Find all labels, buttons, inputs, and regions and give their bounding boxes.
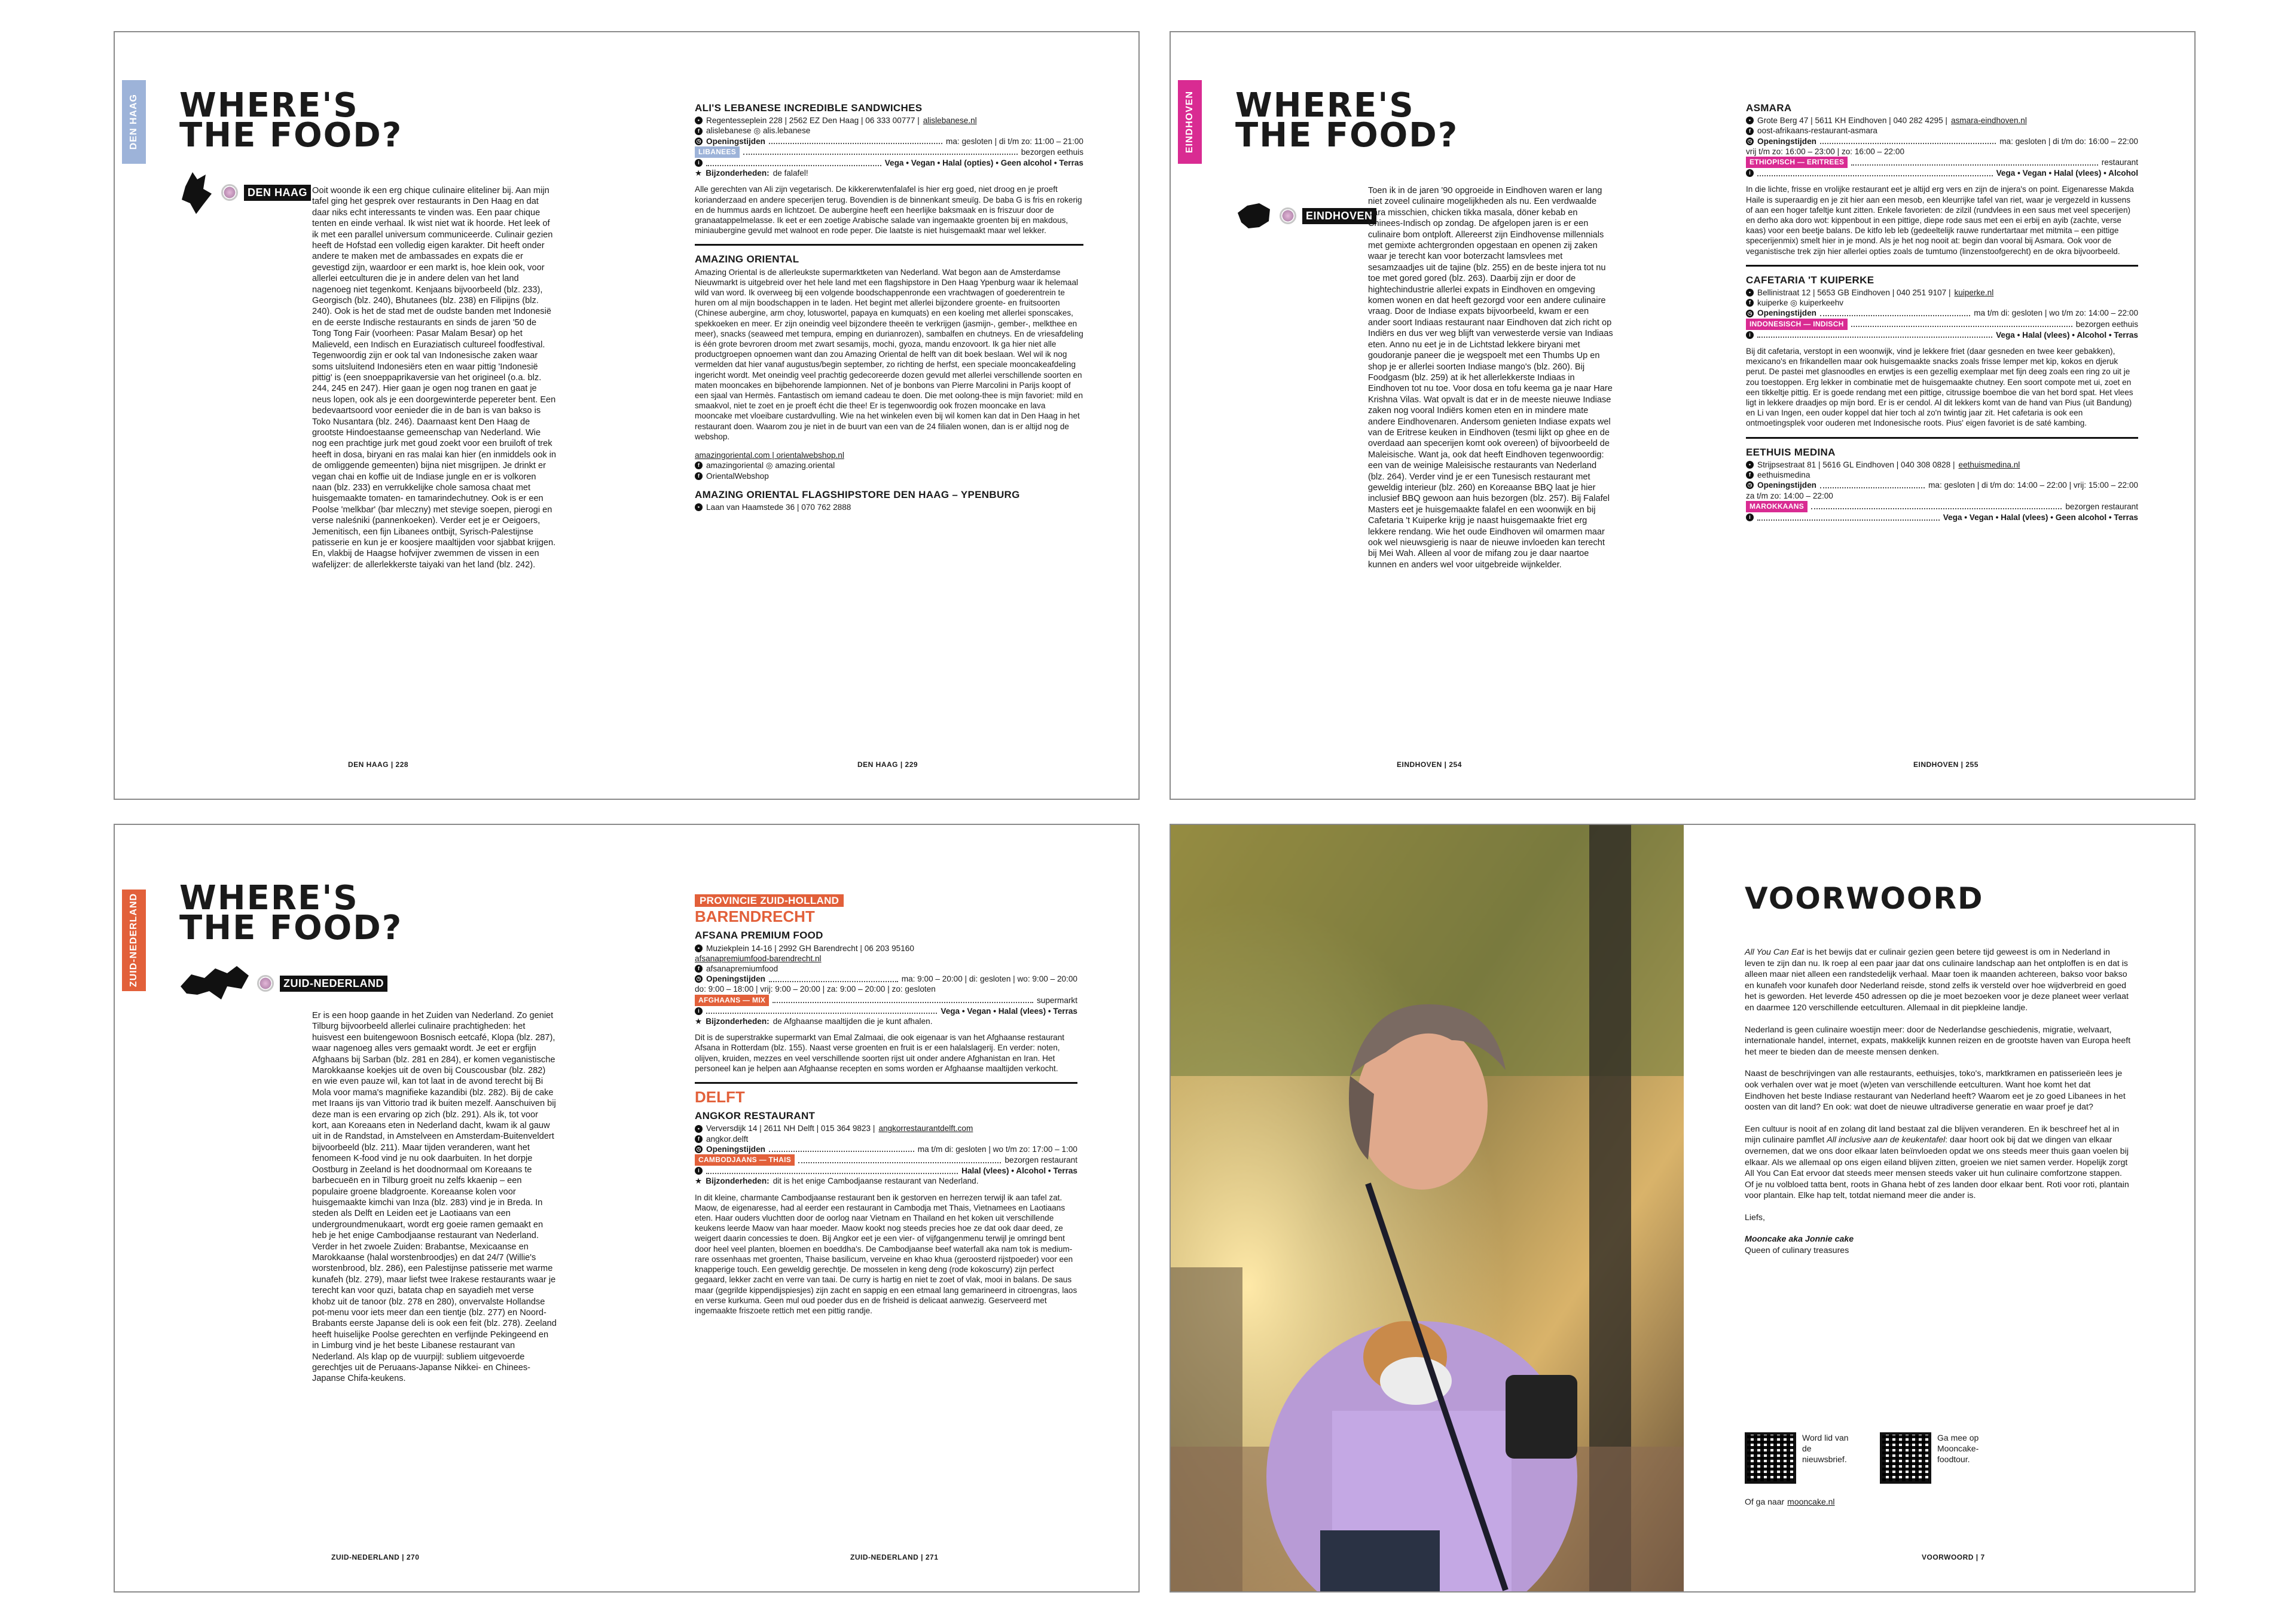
paragraph: : daar hoort ook bij dat we dingen van elkaar overnemen, dat we ons door elkaar laten beïnvloeden opdat we ons steeds meer thuis gaan voelen bij elkaar. Als we allemaal op ons eigen eiland blijven zitten, groeien we niet samen verder. Hopelijk zorgt All You Can Eat ervoor dat steeds meer mensen steeds vaker uit hun culinaire comfortzone stappen. Of je nu volbloed tatta bent, roots in Ghana hebt of zes landen door elkaar bent. Roti voor roti, plantain voor plantain. Elke hap telt, totdat niemand meer die ander is. bbox=[1745, 1135, 2129, 1201]
clock-icon: ◷ bbox=[695, 1145, 703, 1153]
footer-right: DEN HAAG | 229 bbox=[857, 760, 918, 769]
right-column bbox=[695, 103, 1083, 512]
book-title: All You Can Eat bbox=[1745, 947, 1805, 957]
social-handle: afsanapremiumfood bbox=[706, 964, 778, 974]
social-handle: oost-afrikaans-restaurant-asmara bbox=[1757, 126, 1877, 136]
special-value: de falafel! bbox=[773, 169, 808, 178]
address-row bbox=[695, 1123, 1077, 1133]
cuisine-tag: MAROKKAANS bbox=[1746, 501, 1808, 512]
type-row bbox=[1746, 501, 2138, 512]
spread-den-haag bbox=[114, 31, 1140, 800]
city-row bbox=[179, 962, 387, 1004]
diet-info: Vega • Vegan • Halal (vlees) • Alcohol bbox=[1996, 169, 2138, 178]
address-row bbox=[695, 502, 1083, 512]
spread-eindhoven bbox=[1170, 31, 2196, 800]
hours-row bbox=[1746, 136, 2138, 146]
hours-value: ma t/m di: gesloten | wo t/m zo: 14:00 – 22:00 bbox=[1974, 308, 2138, 318]
special-row bbox=[695, 168, 1083, 178]
special-label: Bijzonderheden: bbox=[706, 1176, 770, 1186]
hours-row bbox=[695, 1144, 1077, 1154]
restaurant-description: Amazing Oriental is de allerleukste supermarktketen van Nederland. Wat begon aan de Amsterdamse Nieuwmarkt is uitgebreid over het hele land met een flagshipstore in Den Haag Ypenburg waar ik helemaal wild van word. Ik overweeg bij een volgende boodschappenronde een vrachtwagen of goederentrein te huren om al mijn boodschappen in te laden. Het begint met allerlei bijzondere groente- en fruitsoorten (Chinese aubergine, arm choy, lotuswortel, papaya en kumquats) en een koeling met allerlei sponscakes, spekkoeken en meer. Er zijn oneindig veel bijzondere theeën te verkrijgen (jasmijn-, gember-, melkthee en meer), snacks (seaweed met tempura, emping en durianrozen), sambalfen en chutneys. En de vriesafdeling is één grote bevroren droom met zwart sesamijs, mochi, gyoza, mandu enzovoort. Ik ga hier niet alle productgroepen opnoemen want dan zou Amazing Oriental de helft van dit boek beslaan. Wel wil ik nog vermelden dat hier vanaf augustus/begin september, zo richting de herfst, een speciale mooncakeafdeling ingericht wordt. Met oneindig veel prachtig gedecoreerde dozen gevuld met allerlei verschillende soorten en maten mooncakes en bijbehorende lampionnen. Net of je bonbons van Pierre Marcolini in Parijs koopt of een sjaal van Hermès. Fantastisch om iemand cadeau te doen. Die met oolong-thee is mijn favoriet: mild en smaakvol, niet te zoet en je proeft écht die thee! Er is tegenwoordig ook frozen mooncake en lava mooncake met vloeibare custardvulling. Wie na het winkelen even bij wil komen kan dat in Den Haag in het restaurant doen. Waarom zou je niet in de buurt van een van de 24 filialen wonen, dan is er altijd nog de webshop. bbox=[695, 267, 1083, 441]
special-label: Bijzonderheden: bbox=[706, 1017, 770, 1026]
address: Muziekplein 14-16 | 2992 GH Barendrecht | 06 203 95160 bbox=[706, 943, 914, 953]
address-row bbox=[1746, 288, 2138, 298]
qr-caption: Ga mee op Mooncake-foodtour. bbox=[1937, 1433, 1979, 1464]
address: Laan van Haamstede 36 | 070 762 2888 bbox=[706, 502, 851, 512]
map-pin-icon bbox=[221, 184, 238, 201]
hours-value: za t/m zo: 14:00 – 22:00 bbox=[1746, 491, 1833, 500]
facebook-icon: f bbox=[695, 472, 703, 480]
cuisine-tag: ETHIOPISCH — ERITREES bbox=[1746, 157, 1848, 168]
special-label: Bijzonderheden: bbox=[706, 169, 770, 178]
signature: Mooncake aka Jonnie cake bbox=[1745, 1234, 1854, 1245]
diet-row bbox=[695, 158, 1083, 168]
footer-left: EINDHOVEN | 254 bbox=[1397, 760, 1462, 769]
website-link[interactable]: mooncake.nl bbox=[1787, 1497, 1835, 1506]
diet-info: Vega • Vegan • Halal (vlees) • Terras bbox=[941, 1006, 1077, 1016]
star-icon: ★ bbox=[695, 1176, 703, 1186]
map-pin-icon: • bbox=[695, 945, 703, 952]
address-row bbox=[1746, 460, 2138, 470]
more-link-row bbox=[1745, 1497, 1835, 1506]
venue-type: restaurant bbox=[2101, 158, 2138, 167]
special-row bbox=[695, 1016, 1077, 1026]
qr-section bbox=[1745, 1432, 2127, 1484]
diet-info: Vega • Halal (vlees) • Alcohol • Terras bbox=[1996, 330, 2138, 340]
diet-info: Halal (vlees) • Alcohol • Terras bbox=[961, 1166, 1077, 1176]
map-pin-icon: • bbox=[695, 503, 703, 511]
intro-text: Er is een hoop gaande in het Zuiden van Nederland. Zo geniet Tilburg bijvoorbeeld allerlei culinaire prachtigheden: het huisvest een buitengewoon Bosnisch eetcafé, Klopa (blz. 287), waar nagenoeg alles vers gemaakt wordt. Je eet er ergfijn Afghaans bij Sarban (blz. 281 en 284), er komen veganistische Marokkaanse koekjes uit de oven bij Couscousbar (blz. 282) en wie even pauze wil, kan tot laat in de avond terecht bij Bi Mola voor mama's magnifieke kazandibi (blz. 282). Bij de cake met Iraans ijs van Vittorio trad ik buiten mezelf. Aanschuiven bij deze man is een ervaring op zich (blz. 291). Als ik, tot voor kort, aan Koreaans eten in Nederland dacht, kwam ik al gauw uit in de Randstad, in Amstelveen en Amsterdam-Buitenveldert bijvoorbeeld (blz. 211). Maar tijden veranderen, want het fenomeen K-food vind je nu ook daarbuiten. In het dorpje Oostburg in Zeeland is het doodnormaal om Koreaans te barbecueën en in Tilburg groeit nu zelfs kkaenip – een populaire groene bladgroente. Koreaanse kolen voor huisgemaakte kimchi van Inza (blz. 283) vind je in Breda. In steden als Delft en Leiden eet je Laotiaans van een undergroundmenukaart, wordt erg goeie ramen gemaakt en heb je het enige Cambodjaanse restaurant van Nederland. Verder in het zwoele Zuiden: Brabantse, Mexicaanse en Marokkaanse (halal worstenbroodjes) en dat 24/7 (Willie's worstenbrood, blz. 286), een Palestijnse patisserie met warme kunafeh (blz. 279), maar liefst twee Irakese restaurants waar je terecht kan voor quzi, batata chap en sayadieh met verse khobz uit de tanoor (blz. 278 en 280), onvervalste Hollandse pot-menu voor iets meer dan een tientje (blz. 277) en Noord-Brabants eerste Japanse deli is ook een feit (blz. 278). Zeeland heeft huiselijke Poolse gerechten en verfijnde Pekingeend en in Limburg vind je het beste Libanese restaurant van Nederland. Als klap op de vuurpijl: subliem uitgevoerde gerechtjes uit de Peruaans-Japanse Nikkei- en Chinees-Japanse Chifa-keukens. bbox=[312, 1011, 557, 1384]
restaurant-description: Alle gerechten van Ali zijn vegetarisch. De kikkererwtenfalafel is hier erg goed, niet droog en je proeft korianderzaad en andere specerijen terug. Bovendien is de binnenkant smeuïg. De baba G is fris en rokerig en de hummus aards en lichtzoet. De aubergine heeft een heerlijke baksmaak en is friszuur door de granaatappelmelasse. Ik eet er een zoetige Arabische salade van ingemaakte groenten bij en makdous, miniaubergine gevuld met walnoot en rode peper. Die laatste is niet huisgemaakt maar wel lekker. bbox=[695, 185, 1082, 236]
map-pin-icon: • bbox=[1746, 461, 1754, 469]
website-link[interactable]: kuiperke.nl bbox=[1954, 288, 1994, 298]
foreword-text bbox=[1745, 947, 2131, 1257]
restaurant-name: AMAZING ORIENTAL bbox=[695, 253, 799, 265]
city-heading: DELFT bbox=[695, 1088, 745, 1107]
special-value: dit is het enige Cambodjaanse restaurant van Nederland. bbox=[773, 1176, 979, 1186]
section-tab bbox=[122, 890, 146, 991]
social-handle: kuiperke ◎ kuiperkeehv bbox=[1757, 298, 1844, 308]
diet-row bbox=[695, 1006, 1077, 1016]
venue-type: bezorgen eethuis bbox=[2075, 319, 2138, 329]
footer-right: VOORWOORD | 7 bbox=[1922, 1553, 1985, 1561]
clock-icon: ◷ bbox=[695, 137, 703, 145]
type-row bbox=[695, 995, 1077, 1006]
hours-label: Openingstijden bbox=[1757, 136, 1816, 146]
clock-icon: ◷ bbox=[1746, 481, 1754, 489]
city-row bbox=[1235, 201, 1376, 231]
website-link[interactable]: eethuismedina.nl bbox=[1958, 460, 2020, 469]
restaurant-name: ASMARA bbox=[1746, 102, 1792, 114]
page-title: WHERE'S THE FOOD? bbox=[1235, 86, 1459, 155]
portrait-illustration bbox=[1171, 825, 1684, 1593]
facebook-icon: f bbox=[695, 461, 703, 469]
diet-row bbox=[1746, 512, 2138, 522]
website-link[interactable]: asmara-eindhoven.nl bbox=[1950, 116, 2027, 126]
spread-voorwoord bbox=[1170, 824, 2196, 1593]
section-tab bbox=[1178, 80, 1202, 164]
intro-text: Ooit woonde ik een erg chique culinaire eliteliner bij. Aan mijn tafel ging het gesprek over restaurants in Den Haag en dat daar niks echt interessants te vinden was. Een paar chique tenten en einde verhaal. Ik wist niet wat ik hoorde. Het leek of ik met een parallel universum communiceerde. Culinair gezien heeft de Hofstad een volledig eigen karakter. Dit heeft onder andere te maken met de ambassades en expats die er gevestigd zijn, waardoor er een markt is, hoe klein ook, voor allerlei eetculturen die je in andere delen van het land nagenoeg niet tegenkomt. Kenjaans bijvoorbeeld (blz. 233), Georgisch (blz. 240), Bhutanees (blz. 238) en Filipijns (blz. 240). Ook is het de stad met de oudste banden met Indonesië en de eerste Indische restaurants en sinds de jaren '50 de Tong Tong Fair (voorheen: Pasar Malam Besar) op het Malieveld, een Indisch en Euraziatisch cultureel foodfestival. Tegenwoordig zijn er ook tal van Indonesische zaken waar soms uitsluitend Indonesiërs eten en waar pittig 'Indonesië pittig' is (een snoeppaprikaversie van het origineel (o.a. blz. 244, 245 en 247). Hier gaan je ogen nog tranen en gaat je neus lopen, ook als je een doorgewinterde pepereter bent. Een bedevaartsoord voor eenieder die in de ban is van bakso is Toko Nusantara (blz. 246). Daarnaast kent Den Haag de grootste Hindoestaanse gemeenschap van Nederland. Wie nog een prachtige jurk met goud zoekt voor een bruiloft of trek heeft in dosa, biryani en ras malai kan hier (en inmiddels ook in de omliggende gemeenten) bijna niet misgrijpen. Je drinkt er vegan chai en koffie uit de Indiase jungle en er is volkoren naan (blz. 233) en verrukkelijke chole samosa chaat met huisgemaakte tomaten- en tamarindechutney. Ook is er een Poolse 'melkbar' (bar mleczny) met stevige soepen, pierogi en verse naleśniki (pannenkoeken). Verder eet je er Oeigoers, Jemenitisch, een fijn Libanees ontbijt, Syrisch-Palestijnse patisserie en kun je er koosjere maaltijden voor sjabbat krijgen. En, vlakbij de Haagse hofvijver zwemmen de vissen in een wafelijzer: de allerlekkerste taiyaki van het land (blz. 242). bbox=[312, 186, 557, 570]
hours-value: ma: gesloten | di t/m zo: 11:00 – 21:00 bbox=[946, 136, 1083, 146]
page-title: WHERE'S THE FOOD? bbox=[179, 879, 403, 947]
address-row bbox=[1746, 115, 2138, 126]
social-row bbox=[1746, 126, 2138, 136]
hours-value: ma: gesloten | di t/m do: 16:00 – 22:00 bbox=[1999, 136, 2138, 146]
cuisine-tag: INDONESISCH — INDISCH bbox=[1746, 319, 1848, 330]
map-pin-icon: • bbox=[1746, 117, 1754, 124]
facebook-icon: f bbox=[1746, 299, 1754, 307]
website-link[interactable]: afsanapremiumfood-barendrecht.nl bbox=[695, 953, 822, 963]
type-row bbox=[1746, 319, 2138, 330]
type-row bbox=[695, 1154, 1077, 1166]
social-row bbox=[1746, 298, 2138, 308]
qr-code-foodtour[interactable] bbox=[1880, 1432, 1931, 1484]
silhouette-icon bbox=[179, 169, 215, 216]
section-tab-label: EINDHOVEN bbox=[1184, 90, 1195, 154]
address: Regentesseplein 228 | 2562 EZ Den Haag | 06 333 00777 | bbox=[706, 116, 920, 126]
venue-type: bezorgen restaurant bbox=[2065, 502, 2138, 511]
hours-label: Openingstijden bbox=[706, 136, 765, 146]
page-title: VOORWOORD bbox=[1745, 881, 1984, 916]
right-column bbox=[1746, 103, 2138, 522]
hours-label: Openingstijden bbox=[706, 974, 765, 984]
cuisine-tag: LIBANEES bbox=[695, 146, 740, 158]
hours-label: Openingstijden bbox=[1757, 308, 1816, 318]
type-row bbox=[1746, 157, 2138, 168]
social-row bbox=[695, 1134, 1077, 1144]
section-tab-label: DEN HAAG bbox=[129, 94, 139, 150]
info-icon: i bbox=[1746, 331, 1754, 339]
hours-value: vrij t/m zo: 16:00 – 23:00 | zo: 16:00 – 22:00 bbox=[1746, 146, 1904, 156]
address-row bbox=[695, 943, 1077, 953]
pamphlet-title: All inclusive aan de keukentafel bbox=[1827, 1135, 1946, 1145]
facebook-icon: f bbox=[1746, 127, 1754, 135]
hours-label: Openingstijden bbox=[706, 1144, 765, 1154]
star-icon: ★ bbox=[695, 169, 703, 178]
restaurant-name: ANGKOR RESTAURANT bbox=[695, 1110, 816, 1122]
special-row bbox=[695, 1176, 1077, 1186]
paragraph: Nederland is geen culinaire woestijn meer: door de Nederlandse geschiedenis, migratie, welvaart, internationale handel, internet, expats, makkelijk kunnen reizen en de grootste haven van Europa heeft het meer te bieden dan de meeste mensen denken. bbox=[1745, 1025, 2131, 1057]
hours-row bbox=[695, 974, 1077, 984]
info-icon: i bbox=[1746, 169, 1754, 177]
info-icon: i bbox=[695, 159, 703, 167]
restaurant-name: EETHUIS MEDINA bbox=[1746, 446, 1836, 458]
diet-row bbox=[1746, 168, 2138, 178]
special-value: de Afghaanse maaltijden die je kunt afhalen. bbox=[773, 1017, 933, 1026]
restaurant-name: AFSANA PREMIUM FOOD bbox=[695, 930, 823, 942]
clock-icon: ◷ bbox=[1746, 310, 1754, 317]
paragraph: is het bewijs dat er culinair gezien geen betere tijd geweest is om in Nederland in leven te zijn dan nu. Ik roep al een paar jaar dat ons culinaire landschap aan het ontploffen is en dat is alleen maar niet alleen een randstedelijk verhaal. Maar toen ik maanden achtereen, bakso voor bakso en kunafeh voor kunafeh door Nederland reisde, stond zelfs ik versteld over hoe wijdverbreid en goed het is geworden. Het leverde 450 adressen op die je moet bezoeken voor je deze planeet weer verlaat en daarmee 120 verschillende eetculturen. Allemaal in dit piepkleine landje. bbox=[1745, 947, 2129, 1013]
map-pin-icon bbox=[257, 975, 274, 992]
social-handle: OrientalWebshop bbox=[706, 471, 769, 481]
social-row bbox=[695, 126, 1083, 136]
paragraph: Naast de beschrijvingen van alle restaurants, eethuisjes, toko's, marktkramen en patisserieën lees je ook verhalen over wat je moet (w)eten van verschillende eetculturen. Want hoe komt het dat Eindhoven het beste Indiase restaurant van Nederland heeft? Waarom eet je zo goed Libanees in het oosten van dit land? En ook: wat doet de nieuwe ultradiverse generatie en waar proef je dat? bbox=[1745, 1069, 2126, 1112]
restaurant-description: In die lichte, frisse en vrolijke restaurant eet je altijd erg vers en zijn de injera's on point. Eigenaresse Makda Haile is superaardig en je zit hier aan een mesob, een kleurrijke tafel van riet, waar je vergezeld in kussens of aan een hoger tafeltje kunt zitten. Enkele favorieten: de zilzil (rundvlees in een saus met veel specerijen) en derho aka doro wot: kippenbout in een pittige, diepe rode saus met een ei erbij en ayib (zachte, verse kaas) voor een beetje balans. De kitfo leb leb (gedeeltelijk rauwe rundertartaar met mitmita – een pittige specerijenmix) smelt hier in je mond. Als je het nog nooit at: begin dan vooral bij Asmara. Ook voor de veganistische trek zijn hier allerlei opties zoals de tumtumo (linzenstoofgerecht) en de okra bijvoorbeeld. bbox=[1746, 185, 2134, 256]
qr-caption: Word lid van de nieuwsbrief. bbox=[1802, 1433, 1849, 1464]
website-link[interactable]: alislebanese.nl bbox=[923, 116, 977, 126]
info-icon: i bbox=[1746, 514, 1754, 521]
restaurant-description: Dit is de superstrakke supermarkt van Emal Zalmaai, die ook eigenaar is van het Afghaanse restaurant Afsana in Rotterdam (blz. 155). Naast verse groenten en fruit is er een halalslagerij. En verder: noten, olijven, kruiden, mezzes en veel verschillende soorten rijst uit onder andere Afghanistan en Iran. Het personeel kan je helpen aan Afghaanse recepten en soms worden er Afghaanse maaltijden verkocht. bbox=[695, 1033, 1065, 1073]
diet-info: Vega • Vegan • Halal (vlees) • Geen alcohol • Terras bbox=[1943, 512, 2138, 522]
info-icon: i bbox=[695, 1007, 703, 1015]
clock-icon: ◷ bbox=[695, 975, 703, 983]
section-tab bbox=[122, 80, 146, 164]
map-pin-icon bbox=[1280, 207, 1296, 224]
page-title: WHERE'S THE FOOD? bbox=[179, 86, 403, 155]
info-icon: i bbox=[695, 1167, 703, 1175]
hours-value: do: 9:00 – 18:00 | vrij: 9:00 – 20:00 | za: 9:00 – 20:00 | zo: gesloten bbox=[695, 985, 936, 994]
map-pin-icon: • bbox=[695, 117, 703, 124]
silhouette-icon bbox=[1235, 201, 1274, 231]
social-row bbox=[695, 460, 1083, 470]
more-label: Of ga naar bbox=[1745, 1497, 1785, 1506]
venue-type: supermarkt bbox=[1037, 995, 1077, 1005]
qr-code-newsletter[interactable] bbox=[1745, 1432, 1796, 1484]
intro-text: Toen ik in de jaren '90 opgroeide in Eindhoven waren er lang niet zoveel culinaire mogelijkheden als nu. Een verdwaalde bara misschien, chicken tikka masala, döner kebab en Chinees-Indisch op zondag. De afgelopen jaren is er een culinaire bom ontploft. Allereerst zijn Eindhovense millennials met gemixte achtergronden opgestaan en openen zij zaken waar je terecht kan voor boterzacht lamsvlees met sesamzaadjes uit de tajine (blz. 255) en de beste injera tot nu toe met gored gored (blz. 263). Daarbij zijn er door de hightechindustrie allerlei expats in Eindhoven en omgeving komen wonen en dat heeft gezorgd voor een andere culinaire vraag. Door de Indiase expats bijvoorbeeld, kwam er een ander soort Indiaas restaurant naar Eindhoven dat zich richt op Indiërs en dus ver weg blijft van verwesterde versie van Indiaas eten. Anno nu eet je in de Lichtstad lekkere biryani met goudoranje paneer die je wegspoelt met een Thumbs Up en shop je er allerlei soorten Indiase mango's (blz. 260). Bij Foodgasm (blz. 259) at ik het allerlekkerste Indiaas in Eindhoven tot nu toe. Voor dosa en tofu keema ga je naar Hare Krishna Vilas. Wat opvalt is dat er in de meeste nieuwe Indiase zaken nog vooral Indiërs komen eten en in mindere mate andere Eindhovenaren. Andersom genieten Indiase expats wel van de Eritrese keuken in Eindhoven (tesmi lijkt op ghee en de overdaad aan specerijen komt ook overeen) of bijvoorbeeld de Maleisische. Want ja, ook dat heeft Eindhoven tegenwoordig: een van de weinige Maleisische restaurants van Nederland (blz. 264). Verder vind je er een Tunesisch restaurant met geweldig interieur (blz. 260) en Koreaanse BBQ laat je hier inclusief BBQ gewoon aan huis bezorgen (blz. 257). Bij Falafel Masters eet je huisgemaakte falafel en een woonwijk en bij Cafetaria 't Kuiperke krijg je naast huisgemaakte friet erg lekkere rendang. Wie het oude Eindhoven wil omarmen maar ook wel nieuwsgierig is naar de nieuwe invloeden kan terecht bij Mei Wah. Alleen al voor de mifang zou je daar naartoe kunnen en anders wel voor uitgebreide wijnkelder. bbox=[1368, 186, 1613, 570]
venue-type: bezorgen eethuis bbox=[1021, 147, 1083, 157]
address: Bellinistraat 12 | 5653 GB Eindhoven | 040 251 9107 | bbox=[1757, 288, 1951, 298]
hours-label: Openingstijden bbox=[1757, 481, 1816, 490]
right-column bbox=[695, 894, 1077, 1316]
social-row bbox=[695, 964, 1077, 974]
restaurant-name: ALI'S LEBANESE INCREDIBLE SANDWICHES bbox=[695, 102, 923, 114]
map-pin-icon: • bbox=[695, 1125, 703, 1133]
facebook-icon: f bbox=[1746, 471, 1754, 479]
hours-value: ma t/m di: gesloten | wo t/m zo: 17:00 – 1:00 bbox=[917, 1144, 1077, 1154]
city-label: DEN HAAG bbox=[244, 185, 311, 201]
cuisine-tag: AFGHAANS — MIX bbox=[695, 995, 769, 1006]
signature-subtitle: Queen of culinary treasures bbox=[1745, 1246, 1849, 1256]
type-row bbox=[695, 146, 1083, 158]
footer-right: EINDHOVEN | 255 bbox=[1913, 760, 1979, 769]
social-row bbox=[1746, 470, 2138, 480]
diet-info: Vega • Vegan • Halal (opties) • Geen alcohol • Terras bbox=[884, 158, 1083, 168]
diet-row bbox=[1746, 330, 2138, 340]
address: Verversdijk 14 | 2611 NH Delft | 015 364 9823 | bbox=[706, 1124, 875, 1133]
facebook-icon: f bbox=[695, 127, 703, 135]
facebook-icon: f bbox=[695, 965, 703, 973]
hours-value: ma: gesloten | di t/m do: 14:00 – 22:00 | vrij: 15:00 – 22:00 bbox=[1928, 481, 2138, 490]
hours-row bbox=[1746, 308, 2138, 318]
footer-left: DEN HAAG | 228 bbox=[348, 760, 409, 769]
silhouette-icon bbox=[179, 962, 251, 1004]
spread-zuid-nederland bbox=[114, 824, 1140, 1593]
social-row bbox=[695, 471, 1083, 481]
social-handle: eethuismedina bbox=[1757, 470, 1810, 480]
restaurant-name: CAFETARIA 'T KUIPERKE bbox=[1746, 274, 1874, 286]
footer-left: ZUID-NEDERLAND | 270 bbox=[331, 1553, 420, 1561]
footer-right: ZUID-NEDERLAND | 271 bbox=[850, 1553, 939, 1561]
section-tab-label: ZUID-NEDERLAND bbox=[129, 893, 139, 988]
city-heading: BARENDRECHT bbox=[695, 907, 815, 926]
social-handle: amazingoriental ◎ amazing.oriental bbox=[706, 461, 835, 470]
map-pin-icon: • bbox=[1746, 289, 1754, 297]
address: Strijpsestraat 81 | 5616 GL Eindhoven | 040 308 0828 | bbox=[1757, 460, 1955, 469]
province-label: PROVINCIE ZUID-HOLLAND bbox=[695, 894, 844, 907]
restaurant-description: Bij dit cafetaria, verstopt in een woonwijk, vind je lekkere friet (daar gesneden en twee keer gebakken), mexicano's en frikandellen maar ook huisgemaakte snacks zoals frisse lemper met kip, kokos en djeruk perut. De pastei met glasnoodles en erwtjes is een gezellig exemplaar met fijn deeg zoals een ring zo uit je zou toestoppen. Erg lekker in combinatie met de huisgemaakte chutney. Een soort compote met ui, zoet en een tikkeltje pittig. Er is goede rendang met een pittige, citrussige boemboe die van het bord spat. Het vlees ligt in lekkere draadjes op mijn bord. Er is er cendol. Al dit lekkers komt van de hand van Pius (uit Bandung) en Li van Ingen, een ouder koppel dat hier toch al zo'n twintig jaar zit. Het cafetaria is ook een ontmoetingsplek voor ouderen met Indonesische roots. Pius' eigen favoriet is de saté kambing. bbox=[1746, 347, 2133, 428]
hours-row bbox=[695, 136, 1083, 146]
restaurant-description: In dit kleine, charmante Cambodjaanse restaurant ben ik gestorven en herrezen terwijl ik aan tafel zat. Maow, de eigenaresse, had al eerder een restaurant in Cambodja met Thais, Vietnamees en Laotiaans eten. Haar ouders vluchtten door de oorlog naar Vietnam en Thailand en het koken uit verschillende keukens leerde Maow van haar moeder. Maow kookt nog steeds precies hoe ze dat ook daar deed, ze weigert daarin concessies te doen. Bij Angkor eet je een vier- of vijfgangenmenu terwijl je omringd bent door heel veel planten, bloemen en boeddha's. De Cambodjaanse beef waterfall aka nam tok is medium-rare ossenhaas met groenten, Thaise basilicum, verveine en khao khua (geroosterd rijstpoeder) voor een knapperige touch. Een geweldig gerechtje. De mosselen in keng deng (rode kokoscurry) zijn perfect gegaard, lekker zacht en verre van taai. De curry is hartig en niet te zoet of vlak, mooi in balans. De saus maar (gegrilde kippendijspiesjes) zijn zacht en sappig en een etmaal lang gemarineerd in citroengras, laos en verse kurkuma. Geen mul oud poeder dus en de frisheid is delicaat aanwezig. Geserveerd met ingemaakte friszoete rettich met een pittig randje. bbox=[695, 1193, 1077, 1315]
clock-icon: ◷ bbox=[1746, 137, 1754, 145]
paragraph: Een cultuur is nooit af en zolang dit land bestaat zal die blijven veranderen. En ik beschreef het al in mijn culinaire pamflet bbox=[1745, 1124, 2120, 1145]
address-row bbox=[695, 115, 1083, 126]
city-label: EINDHOVEN bbox=[1302, 208, 1376, 224]
website-link[interactable]: angkorrestaurantdelft.com bbox=[878, 1124, 973, 1133]
social-handle: angkor.delft bbox=[706, 1134, 749, 1144]
star-icon: ★ bbox=[695, 1017, 703, 1026]
city-label: ZUID-NEDERLAND bbox=[280, 976, 387, 992]
address: Grote Berg 47 | 5611 KH Eindhoven | 040 282 4295 | bbox=[1757, 116, 1947, 126]
social-handle: alislebanese ◎ alis.lebanese bbox=[706, 126, 811, 136]
hours-row bbox=[1746, 480, 2138, 490]
cuisine-tag: CAMBODJAANS — THAIS bbox=[695, 1154, 795, 1166]
website-link[interactable]: amazingoriental.com | orientalwebshop.nl bbox=[695, 451, 844, 460]
greeting: Liefs, bbox=[1745, 1212, 1765, 1222]
city-row bbox=[179, 169, 311, 216]
venue-type: bezorgen restaurant bbox=[1004, 1156, 1077, 1165]
hours-value: ma: 9:00 – 20:00 | di: gesloten | wo: 9:00 – 20:00 bbox=[901, 974, 1077, 984]
portrait-photo bbox=[1171, 825, 1684, 1593]
facebook-icon: f bbox=[695, 1135, 703, 1143]
restaurant-name: AMAZING ORIENTAL FLAGSHIPSTORE DEN HAAG – YPENBURG bbox=[695, 488, 1020, 500]
diet-row bbox=[695, 1166, 1077, 1176]
